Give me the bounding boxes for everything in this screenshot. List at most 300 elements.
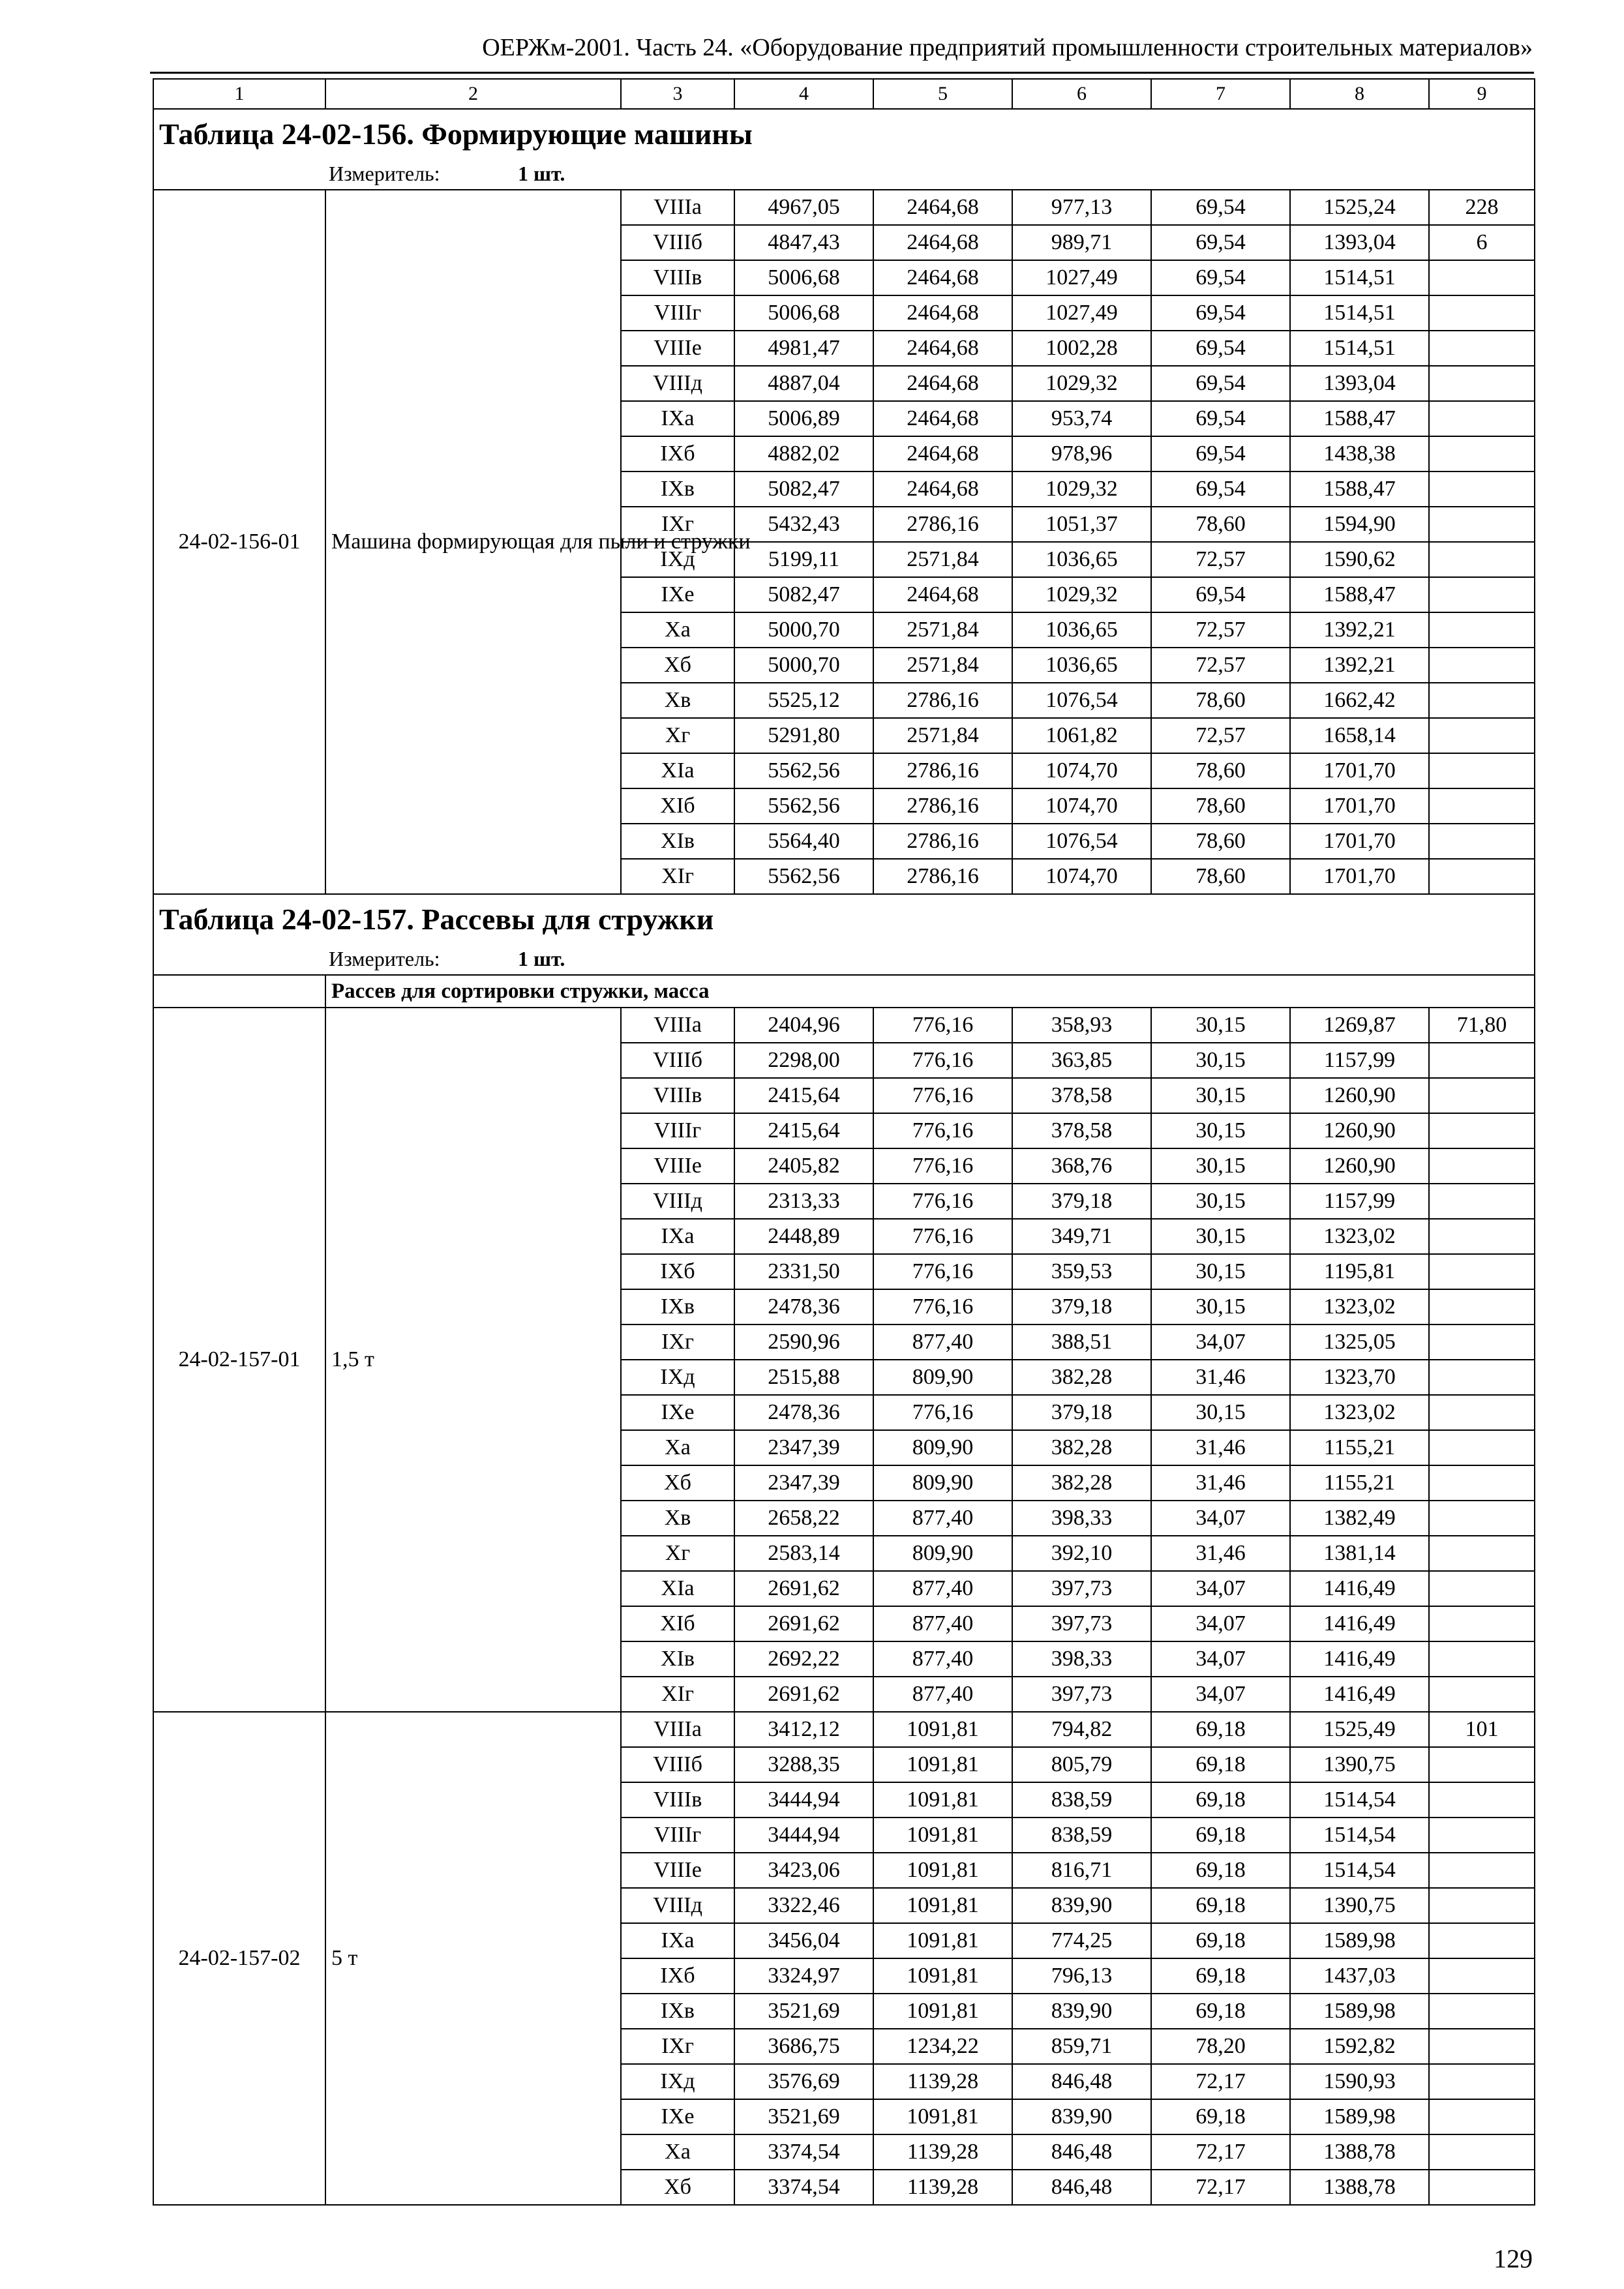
price-cell: 2478,36 — [734, 1289, 873, 1324]
price-cell: 1590,93 — [1290, 2064, 1429, 2099]
price-cell: 34,07 — [1151, 1571, 1290, 1606]
price-cell: 1074,70 — [1012, 859, 1151, 894]
price-cell: 69,54 — [1151, 577, 1290, 612]
price-cell: 379,18 — [1012, 1184, 1151, 1219]
price-cell: 776,16 — [873, 1184, 1012, 1219]
price-cell: 1323,02 — [1290, 1219, 1429, 1254]
price-cell: 31,46 — [1151, 1465, 1290, 1501]
mass-cell — [1429, 1078, 1535, 1113]
price-cell: 1029,32 — [1012, 366, 1151, 401]
price-cell: 69,54 — [1151, 331, 1290, 366]
price-cell: 2464,68 — [873, 436, 1012, 471]
price-cell: 2786,16 — [873, 683, 1012, 718]
price-cell: 30,15 — [1151, 1184, 1290, 1219]
price-cell: 1662,42 — [1290, 683, 1429, 718]
price-cell: 2347,39 — [734, 1465, 873, 1501]
price-cell: 1323,02 — [1290, 1289, 1429, 1324]
price-cell: 368,76 — [1012, 1148, 1151, 1184]
region-code: IXа — [621, 401, 734, 436]
measure-cell — [153, 944, 1535, 975]
item-code: 24-02-157-02 — [153, 1712, 325, 2205]
price-cell: 1323,02 — [1290, 1395, 1429, 1430]
price-cell: 3374,54 — [734, 2134, 873, 2170]
price-cell: 1381,14 — [1290, 1536, 1429, 1571]
price-cell: 2786,16 — [873, 788, 1012, 824]
region-code: XIв — [621, 824, 734, 859]
price-cell: 3444,94 — [734, 1818, 873, 1853]
region-code: VIIIг — [621, 1818, 734, 1853]
region-code: Xв — [621, 1501, 734, 1536]
price-cell: 2464,68 — [873, 366, 1012, 401]
price-cell: 1514,54 — [1290, 1818, 1429, 1853]
item-name: 1,5 т — [325, 1008, 621, 1712]
price-cell: 2786,16 — [873, 859, 1012, 894]
mass-cell — [1429, 1888, 1535, 1923]
price-cell: 1416,49 — [1290, 1677, 1429, 1712]
price-cell: 397,73 — [1012, 1677, 1151, 1712]
mass-cell — [1429, 1853, 1535, 1888]
price-cell: 78,60 — [1151, 507, 1290, 542]
price-cell: 5082,47 — [734, 471, 873, 507]
region-code: XIа — [621, 1571, 734, 1606]
table-row — [153, 190, 1535, 225]
mass-cell — [1429, 1958, 1535, 1994]
mass-cell — [1429, 471, 1535, 507]
price-cell: 2464,68 — [873, 401, 1012, 436]
price-cell: 1514,51 — [1290, 331, 1429, 366]
mass-cell — [1429, 612, 1535, 648]
price-cell: 2464,68 — [873, 295, 1012, 331]
mass-cell — [1429, 331, 1535, 366]
region-code: VIIIг — [621, 295, 734, 331]
mass-cell — [1429, 1677, 1535, 1712]
region-code: XIг — [621, 1677, 734, 1712]
price-cell: 953,74 — [1012, 401, 1151, 436]
price-cell: 1027,49 — [1012, 295, 1151, 331]
mass-cell — [1429, 1043, 1535, 1078]
price-cell: 1416,49 — [1290, 1606, 1429, 1641]
price-cell: 30,15 — [1151, 1113, 1290, 1148]
price-cell: 1036,65 — [1012, 648, 1151, 683]
region-code: Xб — [621, 648, 734, 683]
price-cell: 398,33 — [1012, 1641, 1151, 1677]
price-cell: 5000,70 — [734, 648, 873, 683]
price-cell: 1390,75 — [1290, 1747, 1429, 1782]
price-cell: 34,07 — [1151, 1641, 1290, 1677]
price-cell: 388,51 — [1012, 1324, 1151, 1360]
price-cell: 2571,84 — [873, 648, 1012, 683]
price-cell: 1076,54 — [1012, 683, 1151, 718]
price-cell: 30,15 — [1151, 1254, 1290, 1289]
price-cell: 2331,50 — [734, 1254, 873, 1289]
mass-cell — [1429, 2170, 1535, 2205]
price-cell: 877,40 — [873, 1677, 1012, 1712]
price-cell: 977,13 — [1012, 190, 1151, 225]
region-code: VIIIа — [621, 190, 734, 225]
rates-table — [153, 78, 1535, 2206]
measure-label: Измеритель: — [329, 947, 440, 970]
item-name: 5 т — [325, 1712, 621, 2205]
price-cell: 2478,36 — [734, 1395, 873, 1430]
price-cell: 69,54 — [1151, 190, 1290, 225]
price-cell: 1139,28 — [873, 2170, 1012, 2205]
price-cell: 2415,64 — [734, 1113, 873, 1148]
price-cell: 1382,49 — [1290, 1501, 1429, 1536]
mass-cell — [1429, 1923, 1535, 1958]
price-cell: 30,15 — [1151, 1148, 1290, 1184]
price-cell: 2692,22 — [734, 1641, 873, 1677]
price-cell: 2405,82 — [734, 1148, 873, 1184]
price-cell: 363,85 — [1012, 1043, 1151, 1078]
mass-cell — [1429, 577, 1535, 612]
header-rule — [150, 72, 1534, 74]
mass-cell — [1429, 824, 1535, 859]
region-code: Xб — [621, 2170, 734, 2205]
price-cell: 1514,51 — [1290, 260, 1429, 295]
price-cell: 809,90 — [873, 1430, 1012, 1465]
price-cell: 1234,22 — [873, 2029, 1012, 2064]
price-cell: 4887,04 — [734, 366, 873, 401]
price-cell: 1701,70 — [1290, 753, 1429, 788]
region-code: XIв — [621, 1641, 734, 1677]
price-cell: 78,60 — [1151, 788, 1290, 824]
price-cell: 1589,98 — [1290, 1923, 1429, 1958]
price-cell: 1269,87 — [1290, 1008, 1429, 1043]
region-code: VIIIб — [621, 225, 734, 260]
price-cell: 776,16 — [873, 1219, 1012, 1254]
price-cell: 846,48 — [1012, 2134, 1151, 2170]
price-cell: 72,57 — [1151, 648, 1290, 683]
price-cell: 4847,43 — [734, 225, 873, 260]
region-code: VIIIв — [621, 1078, 734, 1113]
price-cell: 5006,68 — [734, 295, 873, 331]
price-cell: 1091,81 — [873, 1958, 1012, 1994]
price-cell: 397,73 — [1012, 1571, 1151, 1606]
mass-cell — [1429, 1536, 1535, 1571]
subheading-row — [153, 975, 1535, 1008]
price-cell: 1051,37 — [1012, 507, 1151, 542]
region-code: VIIIб — [621, 1043, 734, 1078]
price-cell: 72,57 — [1151, 612, 1290, 648]
price-cell: 72,57 — [1151, 718, 1290, 753]
price-cell: 776,16 — [873, 1043, 1012, 1078]
column-number-row — [153, 79, 1535, 109]
price-cell: 1091,81 — [873, 2099, 1012, 2134]
price-cell: 1701,70 — [1290, 788, 1429, 824]
price-cell: 2313,33 — [734, 1184, 873, 1219]
mass-cell — [1429, 1465, 1535, 1501]
mass-cell — [1429, 2134, 1535, 2170]
mass-cell — [1429, 1571, 1535, 1606]
price-cell: 5562,56 — [734, 788, 873, 824]
price-cell: 382,28 — [1012, 1465, 1151, 1501]
price-cell: 1074,70 — [1012, 788, 1151, 824]
price-cell: 1157,99 — [1290, 1043, 1429, 1078]
price-cell: 1393,04 — [1290, 225, 1429, 260]
price-cell: 379,18 — [1012, 1395, 1151, 1430]
price-cell: 378,58 — [1012, 1113, 1151, 1148]
price-cell: 1139,28 — [873, 2134, 1012, 2170]
measure-value: 1 шт. — [518, 162, 565, 185]
price-cell: 30,15 — [1151, 1078, 1290, 1113]
region-code: Xа — [621, 612, 734, 648]
measure-label: Измеритель: — [329, 162, 440, 185]
mass-cell — [1429, 1254, 1535, 1289]
price-cell: 397,73 — [1012, 1606, 1151, 1641]
column-number: 8 — [1290, 79, 1429, 109]
price-cell: 5432,43 — [734, 507, 873, 542]
price-cell: 69,54 — [1151, 401, 1290, 436]
price-cell: 1091,81 — [873, 1747, 1012, 1782]
price-cell: 1438,38 — [1290, 436, 1429, 471]
price-cell: 34,07 — [1151, 1677, 1290, 1712]
price-cell: 1157,99 — [1290, 1184, 1429, 1219]
price-cell: 2464,68 — [873, 471, 1012, 507]
mass-cell — [1429, 260, 1535, 295]
price-cell: 2464,68 — [873, 577, 1012, 612]
mass-cell — [1429, 1360, 1535, 1395]
price-cell: 1325,05 — [1290, 1324, 1429, 1360]
region-code: XIг — [621, 859, 734, 894]
price-cell: 2464,68 — [873, 331, 1012, 366]
price-cell: 1091,81 — [873, 1923, 1012, 1958]
region-code: IXг — [621, 507, 734, 542]
price-cell: 69,18 — [1151, 1712, 1290, 1747]
price-cell: 838,59 — [1012, 1782, 1151, 1818]
price-cell: 877,40 — [873, 1501, 1012, 1536]
item-code: 24-02-157-01 — [153, 1008, 325, 1712]
price-cell: 78,60 — [1151, 683, 1290, 718]
region-code: IXб — [621, 1254, 734, 1289]
mass-cell — [1429, 859, 1535, 894]
region-code: IXб — [621, 1958, 734, 1994]
price-cell: 1091,81 — [873, 1888, 1012, 1923]
price-cell: 1594,90 — [1290, 507, 1429, 542]
price-cell: 2347,39 — [734, 1430, 873, 1465]
price-cell: 69,54 — [1151, 471, 1290, 507]
column-number: 2 — [325, 79, 621, 109]
price-cell: 774,25 — [1012, 1923, 1151, 1958]
price-cell: 5562,56 — [734, 859, 873, 894]
price-cell: 2691,62 — [734, 1606, 873, 1641]
mass-cell — [1429, 1747, 1535, 1782]
column-number: 5 — [873, 79, 1012, 109]
price-cell: 1525,49 — [1290, 1712, 1429, 1747]
price-cell: 5525,12 — [734, 683, 873, 718]
price-cell: 31,46 — [1151, 1360, 1290, 1395]
price-cell: 4967,05 — [734, 190, 873, 225]
mass-cell — [1429, 507, 1535, 542]
price-cell: 1027,49 — [1012, 260, 1151, 295]
price-cell: 776,16 — [873, 1148, 1012, 1184]
mass-cell — [1429, 1324, 1535, 1360]
price-cell: 1416,49 — [1290, 1571, 1429, 1606]
price-cell: 392,10 — [1012, 1536, 1151, 1571]
region-code: XIа — [621, 753, 734, 788]
price-cell: 1155,21 — [1290, 1465, 1429, 1501]
price-cell: 1589,98 — [1290, 1994, 1429, 2029]
price-cell: 1701,70 — [1290, 824, 1429, 859]
price-cell: 1139,28 — [873, 2064, 1012, 2099]
price-cell: 2404,96 — [734, 1008, 873, 1043]
mass-cell: 6 — [1429, 225, 1535, 260]
price-cell: 3576,69 — [734, 2064, 873, 2099]
price-cell: 1701,70 — [1290, 859, 1429, 894]
price-cell: 398,33 — [1012, 1501, 1151, 1536]
region-code: Xв — [621, 683, 734, 718]
region-code: IXб — [621, 436, 734, 471]
price-cell: 877,40 — [873, 1606, 1012, 1641]
price-cell: 69,18 — [1151, 1888, 1290, 1923]
price-cell: 776,16 — [873, 1113, 1012, 1148]
region-code: IXв — [621, 1994, 734, 2029]
mass-cell — [1429, 1289, 1535, 1324]
column-number: 4 — [734, 79, 873, 109]
price-cell: 1074,70 — [1012, 753, 1151, 788]
region-code: IXа — [621, 1219, 734, 1254]
price-cell: 816,71 — [1012, 1853, 1151, 1888]
price-cell: 69,18 — [1151, 1958, 1290, 1994]
price-cell: 1588,47 — [1290, 577, 1429, 612]
region-code: VIIIв — [621, 1782, 734, 1818]
price-cell: 3521,69 — [734, 2099, 873, 2134]
measure-row — [153, 159, 1535, 190]
price-cell: 809,90 — [873, 1536, 1012, 1571]
mass-cell — [1429, 436, 1535, 471]
price-cell: 69,18 — [1151, 2099, 1290, 2134]
price-cell: 5564,40 — [734, 824, 873, 859]
price-cell: 1195,81 — [1290, 1254, 1429, 1289]
price-cell: 69,54 — [1151, 436, 1290, 471]
price-cell: 2786,16 — [873, 507, 1012, 542]
price-cell: 2571,84 — [873, 612, 1012, 648]
price-cell: 69,18 — [1151, 1818, 1290, 1853]
measure-row — [153, 944, 1535, 975]
mass-cell — [1429, 1430, 1535, 1465]
price-cell: 2464,68 — [873, 190, 1012, 225]
price-cell: 1388,78 — [1290, 2134, 1429, 2170]
price-cell: 1592,82 — [1290, 2029, 1429, 2064]
price-cell: 1061,82 — [1012, 718, 1151, 753]
column-number: 1 — [153, 79, 325, 109]
price-cell: 31,46 — [1151, 1536, 1290, 1571]
price-cell: 3322,46 — [734, 1888, 873, 1923]
price-cell: 1514,54 — [1290, 1853, 1429, 1888]
price-cell: 72,57 — [1151, 542, 1290, 577]
price-cell: 34,07 — [1151, 1501, 1290, 1536]
price-cell: 776,16 — [873, 1078, 1012, 1113]
price-cell: 69,18 — [1151, 1782, 1290, 1818]
mass-cell — [1429, 1501, 1535, 1536]
price-cell: 2298,00 — [734, 1043, 873, 1078]
price-cell: 72,17 — [1151, 2134, 1290, 2170]
price-cell: 1091,81 — [873, 1712, 1012, 1747]
mass-cell — [1429, 295, 1535, 331]
region-code: VIIIд — [621, 1888, 734, 1923]
price-cell: 378,58 — [1012, 1078, 1151, 1113]
price-cell: 1590,62 — [1290, 542, 1429, 577]
region-code: VIIIа — [621, 1712, 734, 1747]
price-cell: 5082,47 — [734, 577, 873, 612]
price-cell: 2515,88 — [734, 1360, 873, 1395]
price-cell: 1588,47 — [1290, 401, 1429, 436]
price-cell: 69,18 — [1151, 1853, 1290, 1888]
price-cell: 382,28 — [1012, 1360, 1151, 1395]
subheading-empty-cell — [153, 975, 325, 1008]
mass-cell — [1429, 718, 1535, 753]
price-cell: 877,40 — [873, 1571, 1012, 1606]
price-cell: 69,18 — [1151, 1747, 1290, 1782]
region-code: IXе — [621, 577, 734, 612]
mass-cell — [1429, 2064, 1535, 2099]
price-cell: 1416,49 — [1290, 1641, 1429, 1677]
column-number: 6 — [1012, 79, 1151, 109]
price-cell: 1091,81 — [873, 1818, 1012, 1853]
price-cell: 1260,90 — [1290, 1148, 1429, 1184]
region-code: VIIIе — [621, 1148, 734, 1184]
subheading: Рассев для сортировки стружки, масса — [325, 975, 1535, 1008]
price-cell: 796,13 — [1012, 1958, 1151, 1994]
price-cell: 5291,80 — [734, 718, 873, 753]
price-cell: 69,54 — [1151, 366, 1290, 401]
region-code: IXг — [621, 2029, 734, 2064]
price-cell: 1155,21 — [1290, 1430, 1429, 1465]
price-cell: 2464,68 — [873, 225, 1012, 260]
price-cell: 30,15 — [1151, 1395, 1290, 1430]
price-cell: 3423,06 — [734, 1853, 873, 1888]
column-number: 3 — [621, 79, 734, 109]
mass-cell — [1429, 753, 1535, 788]
price-cell: 3686,75 — [734, 2029, 873, 2064]
mass-cell — [1429, 1818, 1535, 1853]
price-cell: 2590,96 — [734, 1324, 873, 1360]
mass-cell — [1429, 788, 1535, 824]
price-cell: 34,07 — [1151, 1324, 1290, 1360]
price-cell: 4882,02 — [734, 436, 873, 471]
mass-cell — [1429, 1184, 1535, 1219]
price-cell: 3288,35 — [734, 1747, 873, 1782]
price-cell: 1029,32 — [1012, 471, 1151, 507]
price-cell: 78,20 — [1151, 2029, 1290, 2064]
price-cell: 1091,81 — [873, 1782, 1012, 1818]
price-cell: 30,15 — [1151, 1219, 1290, 1254]
price-cell: 1392,21 — [1290, 648, 1429, 683]
price-cell: 805,79 — [1012, 1747, 1151, 1782]
mass-cell — [1429, 1219, 1535, 1254]
price-cell: 3324,97 — [734, 1958, 873, 1994]
measure-value: 1 шт. — [518, 947, 565, 970]
price-cell: 72,17 — [1151, 2170, 1290, 2205]
mass-cell — [1429, 401, 1535, 436]
rates-table-body — [153, 79, 1535, 2205]
price-cell: 839,90 — [1012, 2099, 1151, 2134]
price-cell: 2464,68 — [873, 260, 1012, 295]
price-cell: 1514,51 — [1290, 295, 1429, 331]
price-cell: 1392,21 — [1290, 612, 1429, 648]
price-cell: 3374,54 — [734, 2170, 873, 2205]
region-code: IXд — [621, 1360, 734, 1395]
price-cell: 2571,84 — [873, 718, 1012, 753]
price-cell: 776,16 — [873, 1254, 1012, 1289]
price-cell: 3456,04 — [734, 1923, 873, 1958]
price-cell: 2786,16 — [873, 824, 1012, 859]
region-code: IXд — [621, 2064, 734, 2099]
price-cell: 1388,78 — [1290, 2170, 1429, 2205]
price-cell: 1091,81 — [873, 1994, 1012, 2029]
mass-cell — [1429, 1994, 1535, 2029]
price-cell: 2691,62 — [734, 1677, 873, 1712]
price-cell: 839,90 — [1012, 1888, 1151, 1923]
